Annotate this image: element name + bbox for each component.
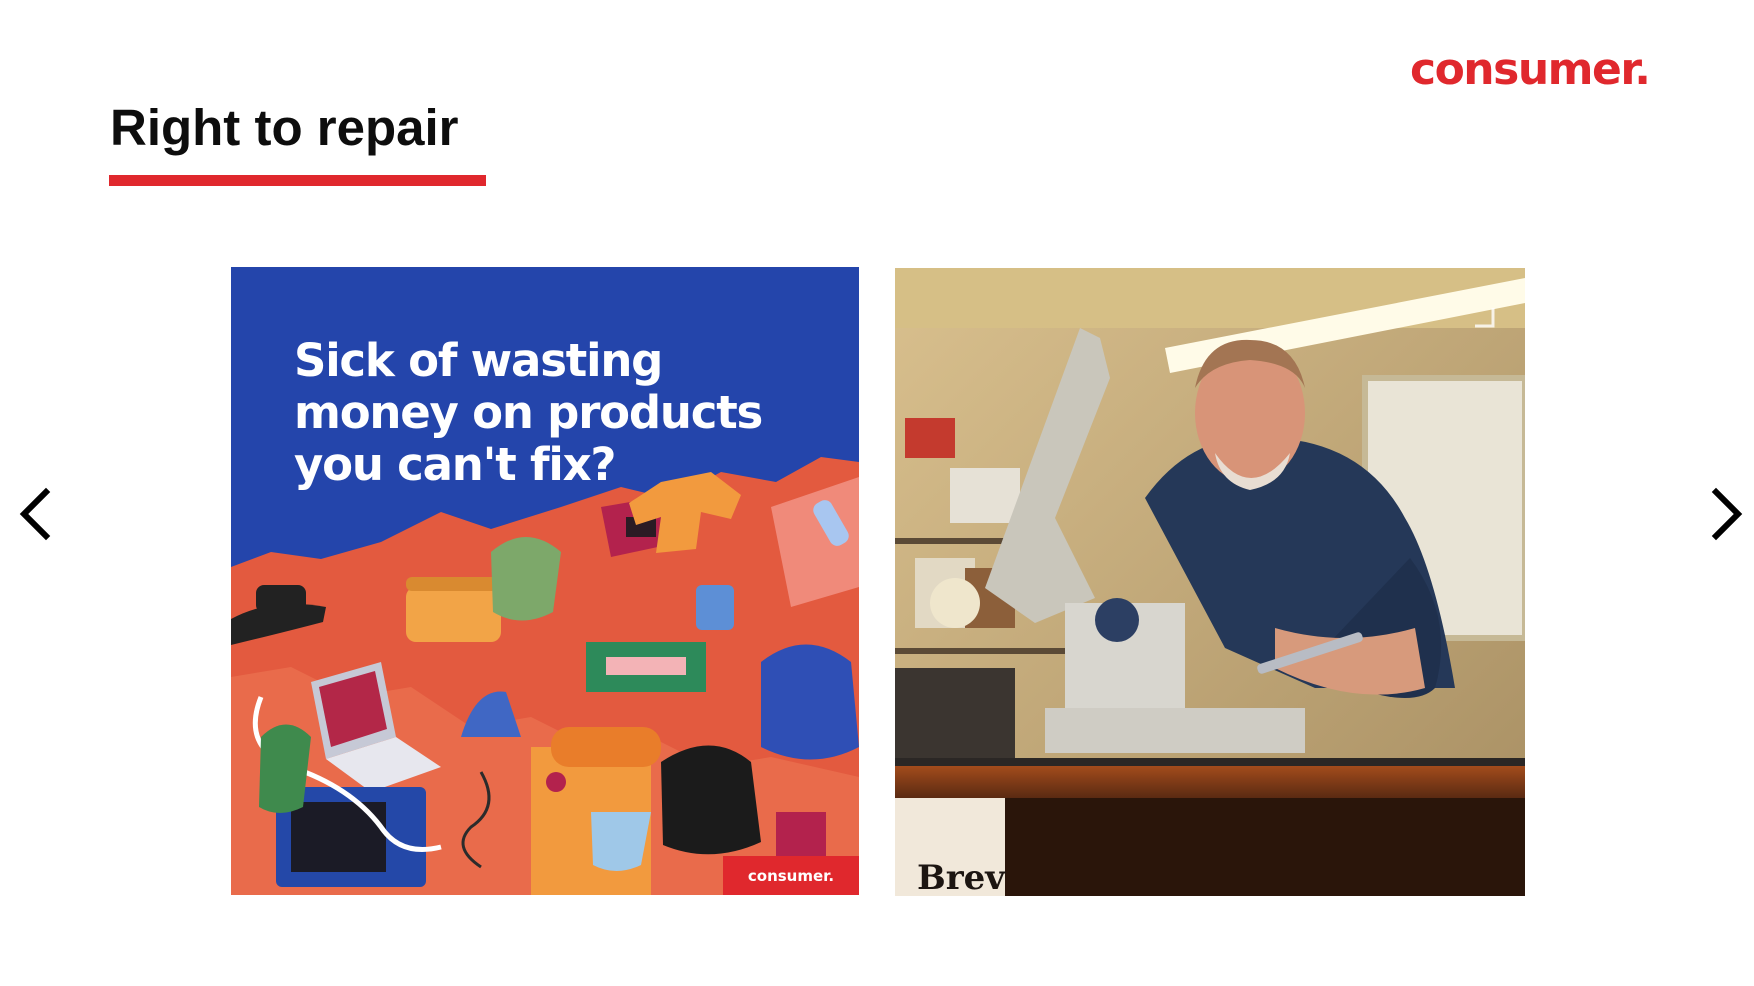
chevron-left-icon — [16, 486, 56, 542]
page-title: Right to repair — [110, 99, 459, 156]
photo-sign-text: Brev — [917, 858, 1006, 896]
ad-consumer-badge: consumer. — [723, 856, 859, 895]
chevron-right-icon — [1706, 486, 1746, 542]
consumer-logo[interactable]: consumer. — [1410, 44, 1650, 95]
carousel-prev-button[interactable] — [12, 486, 60, 542]
carousel-slide-illustration[interactable] — [231, 267, 859, 895]
ad-headline: Sick of wasting money on products you can't fix? — [294, 334, 763, 491]
repair-technician-photo — [895, 268, 1525, 896]
title-underline — [109, 175, 486, 186]
carousel-slide-photo[interactable] — [895, 268, 1525, 896]
carousel-next-button[interactable] — [1702, 486, 1750, 542]
